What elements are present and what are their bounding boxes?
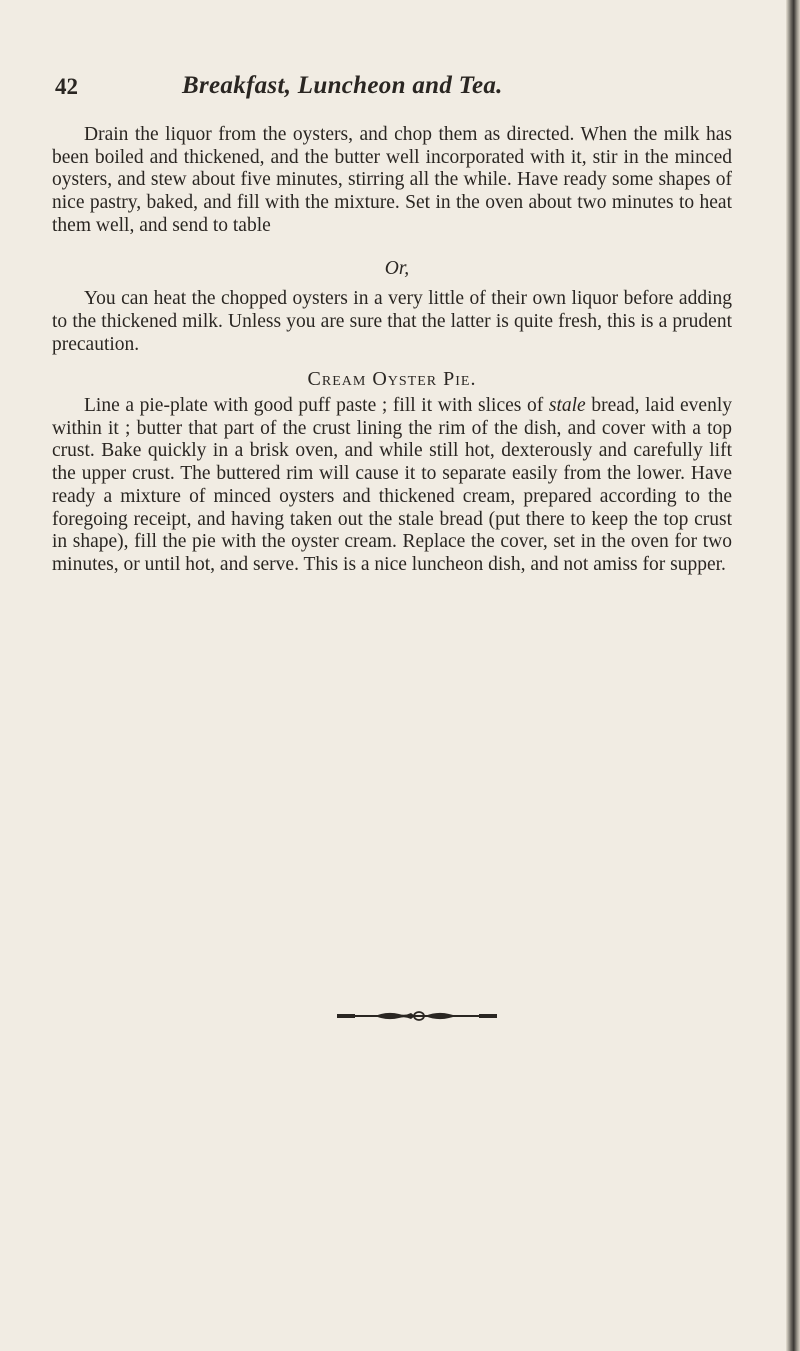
emphasis-stale: stale bbox=[548, 395, 586, 417]
page-number: 42 bbox=[55, 74, 78, 99]
tailpiece-ornament-icon bbox=[337, 1009, 497, 1023]
recipe-heading: Cream Oyster Pie. bbox=[307, 368, 477, 391]
paragraph-3-start: Line a pie-plate with good puff paste ; fill it with slices of bbox=[84, 395, 549, 417]
paragraph-oyster-instructions: Drain the liquor from the oysters, and chop them as directed. When the milk has been boiled and thickened, and the butter well incorporated with it, stir in the minced oysters, and stew about five minutes, stirring all the while. Have ready some shapes of nice pastry, baked, and fill with the mixture. Set in the oven about two minutes to heat them well, and send to table bbox=[52, 124, 732, 236]
page-header bbox=[55, 72, 755, 112]
paragraph-alternative: You can heat the chopped oysters in a very little of their own liquor before adding to the thickened milk. Unless you are sure that the latter is quite fresh, this is a prudent precaution. bbox=[52, 288, 732, 355]
page-edge-shadow bbox=[786, 0, 800, 1351]
running-title: Breakfast, Luncheon and Tea. bbox=[182, 72, 503, 99]
paragraph-cream-oyster-pie bbox=[52, 395, 732, 577]
page-body bbox=[52, 124, 732, 577]
or-label: Or, bbox=[384, 257, 410, 279]
paragraph-3-rest: bread, laid evenly within it ; butter that part of the crust lining the rim of the dish, and cover with a top crust. Bake quickly in a brisk oven, and while still hot, dexterously and carefully lift the upper crust. The buttered rim will cause it to separate easily from the lower. Have ready a mixture of minced oysters and thickened cream, prepared according to the foregoing receipt, and having taken out the stale bread (put there to keep the top crust in shape), fill the pie with the oyster cream. Replace the cover, set in the oven for two minutes, or until hot, and serve. This is a nice luncheon dish, and not amiss for supper. bbox=[52, 395, 732, 575]
